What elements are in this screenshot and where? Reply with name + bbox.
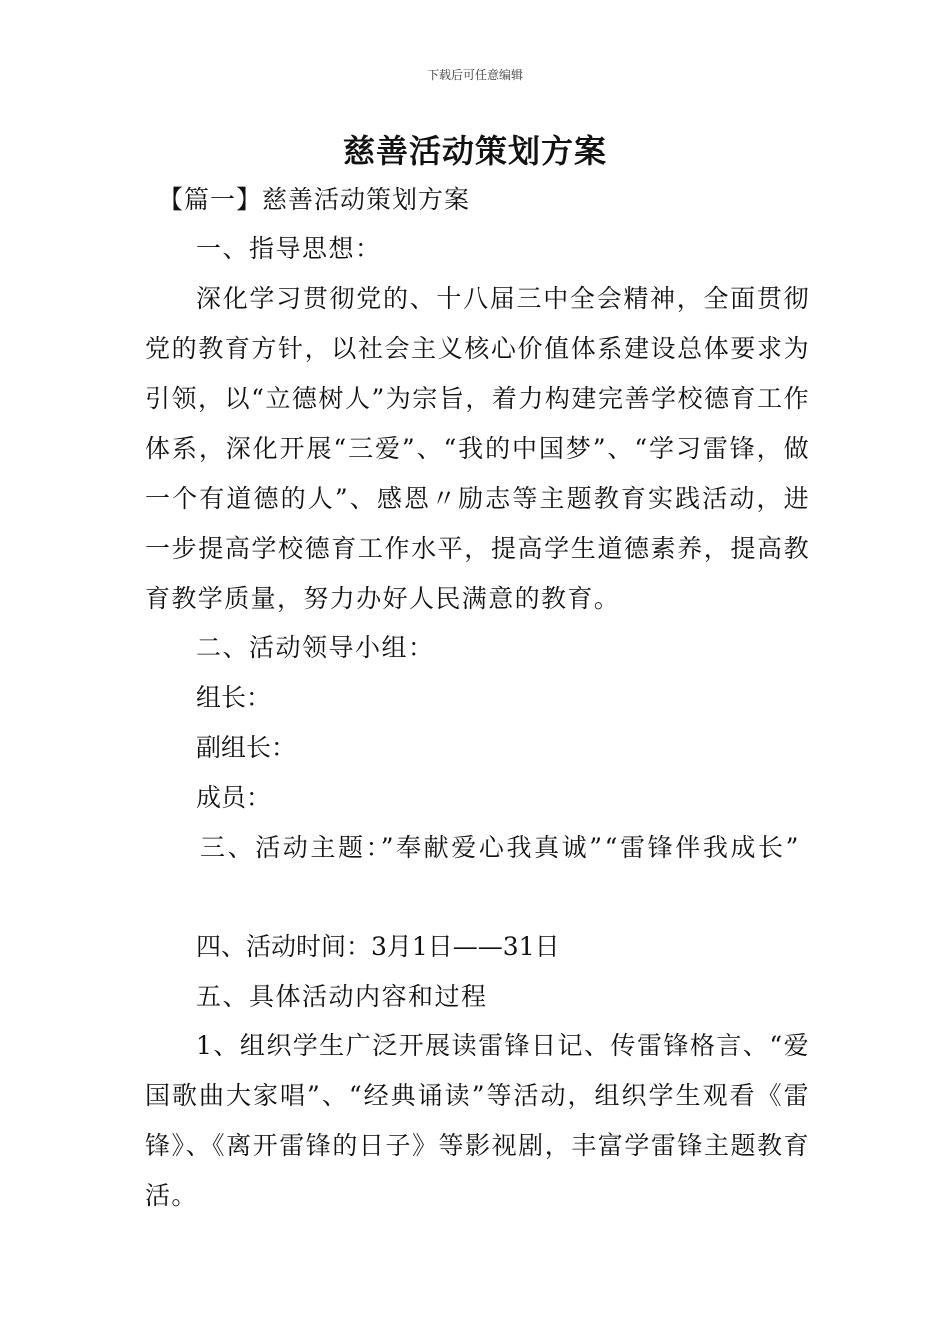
document-title: 慈善活动策划方案 xyxy=(342,132,607,170)
header-note: 下载后可任意编辑 xyxy=(426,68,523,82)
paragraph-activity-1: 1、组织学生广泛开展读雷锋日记、传雷锋格言、“爱国歌曲大家唱”、“经典诵读”等活动，组织学生观看《雷锋》、《离开雷锋的日子》等影视剧，丰富学雷锋主题教育活。 xyxy=(145,1031,810,1210)
heading-activity-time: 四、活动时间：3月1日——31日 xyxy=(196,932,560,961)
heading-guiding-thought: 一、指导思想： xyxy=(196,234,382,263)
paragraph-guiding-thought: 深化学习贯彻党的、十八届三中全会精神，全面贯彻党的教育方针，以社会主义核心价值体系建设总体要求为引领，以“立德树人”为宗旨，着力构建完善学校德育工作体系，深化开展“三爱”、“我的中国梦”、“学习雷锋，做一个有道德的人”、感恩〃励志等主题教育实践活动，进一步提高学校德育工作水平，提高学生道德素养，提高教育教学质量，努力办好人民满意的教育。 xyxy=(145,284,810,613)
vice-leader-line: 副组长： xyxy=(196,733,297,762)
section-heading: 【篇一】慈善活动策划方案 xyxy=(158,185,471,214)
leader-line: 组长： xyxy=(196,683,272,712)
heading-leadership-group: 二、活动领导小组： xyxy=(196,633,435,662)
heading-activity-theme: 三、活动主题：”奉献爱心我真诚”“雷锋伴我成长” xyxy=(200,833,802,862)
heading-activity-content: 五、具体活动内容和过程 xyxy=(196,982,488,1011)
members-line: 成员： xyxy=(196,783,272,812)
